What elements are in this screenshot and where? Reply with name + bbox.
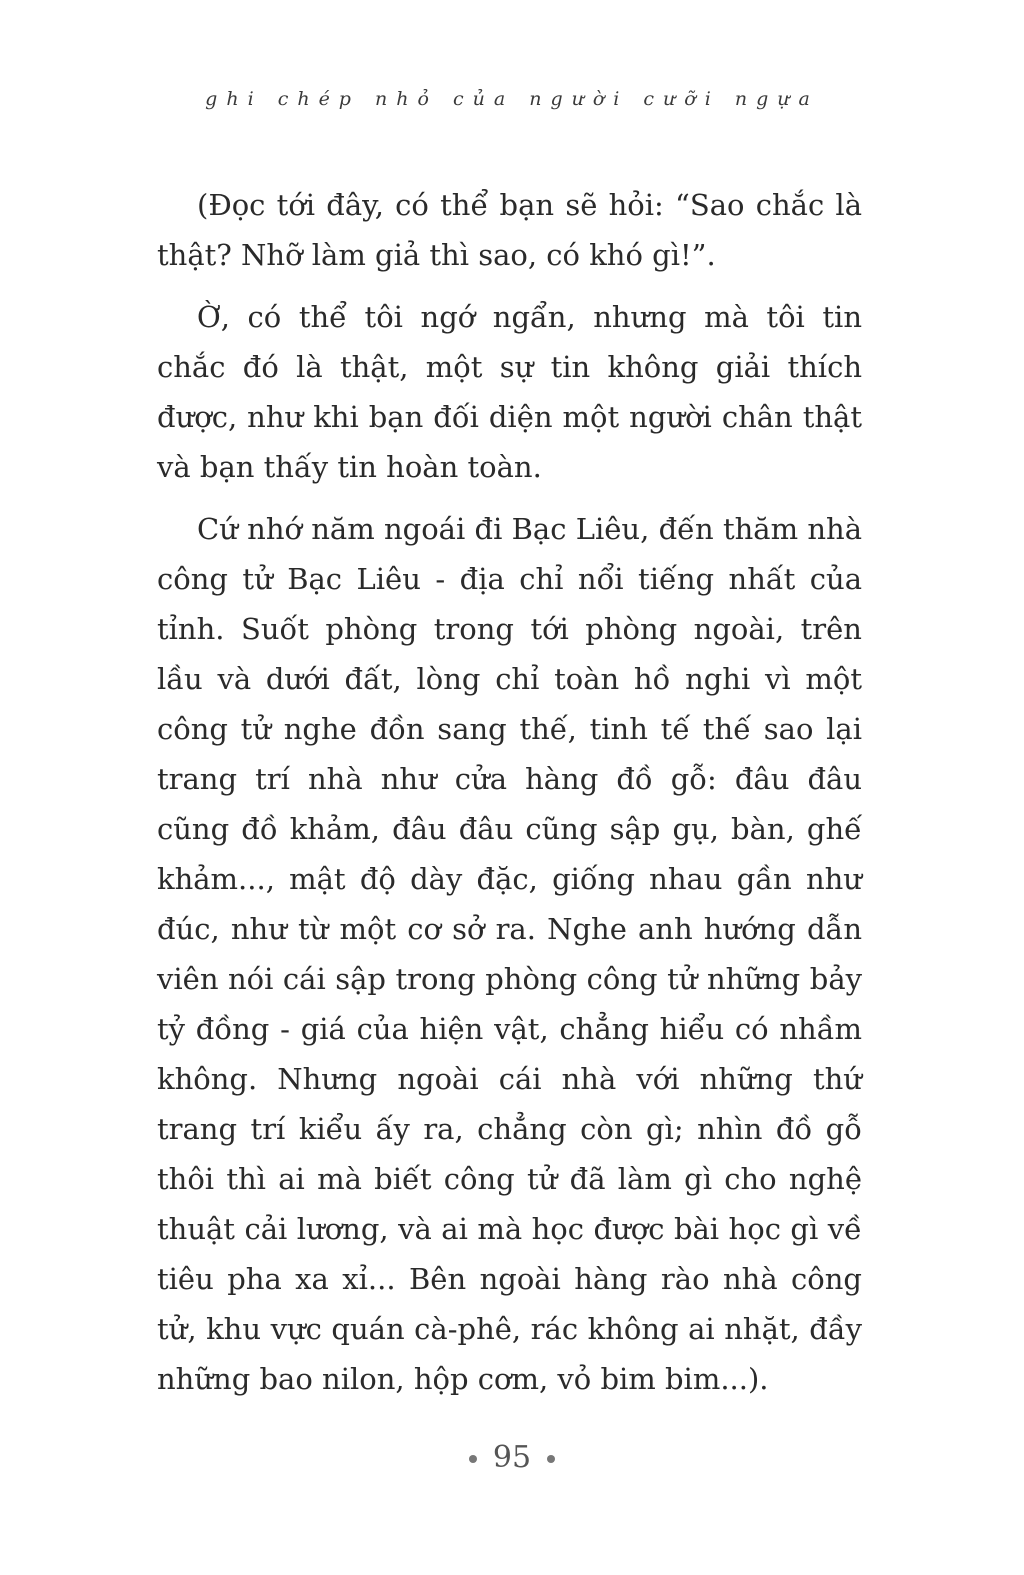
page-number: 95 bbox=[492, 1440, 532, 1475]
body-text bbox=[157, 180, 862, 1416]
bullet-dot-icon bbox=[547, 1455, 555, 1463]
paragraph: Ờ, có thể tôi ngớ ngẩn, nhưng mà tôi tin chắc đó là thật, một sự tin không giải thích được, như khi bạn đối diện một người chân thật và bạn thấy tin hoàn toàn. bbox=[157, 300, 862, 484]
paragraph: Cứ nhớ năm ngoái đi Bạc Liêu, đến thăm nhà công tử Bạc Liêu - địa chỉ nổi tiếng nhất của tỉnh. Suốt phòng trong tới phòng ngoài, trên lầu và dưới đất, lòng chỉ toàn hồ nghi vì một công tử nghe đồn sang thế, tinh tế thế sao lại trang trí nhà như cửa hàng đồ gỗ: đâu đâu cũng đồ khảm, đâu đâu cũng sập gụ, bàn, ghế khảm..., mật độ dày đặc, giống nhau gần như đúc, như từ một cơ sở ra. Nghe anh hướng dẫn viên nói cái sập trong phòng công tử những bảy tỷ đồng - giá của hiện vật, chẳng hiểu có nhầm không. Nhưng ngoài cái nhà với những thứ trang trí kiểu ấy ra, chẳng còn gì; nhìn đồ gỗ thôi thì ai mà biết công tử đã làm gì cho nghệ thuật cải lương, và ai mà học được bài học gì về tiêu pha xa xỉ... Bên ngoài hàng rào nhà công tử, khu vực quán cà-phê, rác không ai nhặt, đầy những bao nilon, hộp cơm, vỏ bim bim...). bbox=[157, 512, 862, 1396]
bullet-dot-icon bbox=[469, 1455, 477, 1463]
paragraph: (Đọc tới đây, có thể bạn sẽ hỏi: “Sao chắc là thật? Nhỡ làm giả thì sao, có khó gì!”. bbox=[157, 188, 862, 272]
running-header: ghi chép nhỏ của người cưỡi ngựa bbox=[205, 88, 819, 110]
page-number-footer bbox=[0, 1440, 1024, 1475]
